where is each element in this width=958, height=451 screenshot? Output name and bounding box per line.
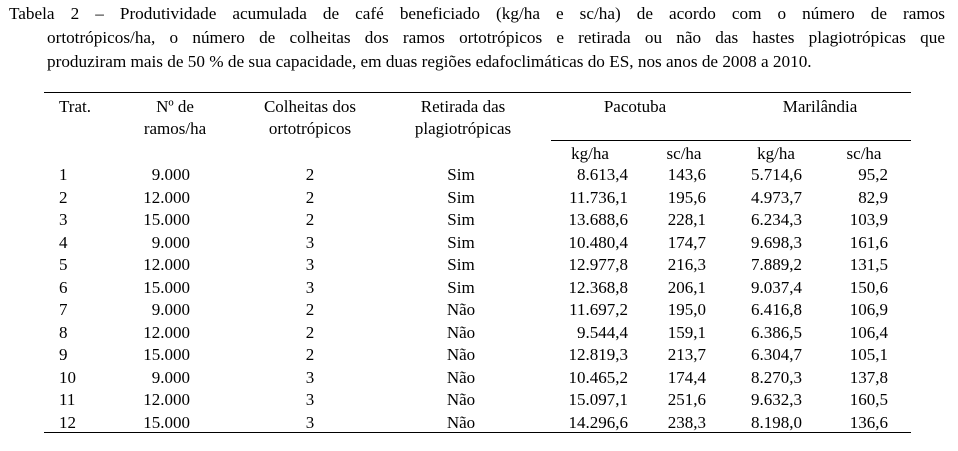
cell-ramos: 12.000 — [143, 322, 190, 342]
cell-pacotuba-sc: 238,3 — [667, 412, 706, 432]
cell-marilandia-kg: 9.698,3 — [751, 232, 802, 252]
cell-trat: 9 — [59, 345, 68, 364]
cell-colheitas: 2 — [305, 165, 315, 184]
cell-pacotuba-sc: 143,6 — [667, 165, 706, 184]
cell-trat: 3 — [59, 210, 68, 229]
header-unit-sc-marilandia: sc/ha — [846, 144, 882, 163]
header-region-marilandia: Marilândia — [782, 97, 858, 116]
cell-marilandia-kg: 8.198,0 — [751, 412, 802, 432]
cell-ramos: 9.000 — [151, 367, 190, 387]
header-colheitas-line1: Colheitas dos — [263, 97, 357, 116]
cell-ramos: 9.000 — [151, 165, 190, 184]
cell-marilandia-sc: 136,6 — [849, 412, 888, 432]
cell-colheitas: 2 — [305, 300, 315, 319]
cell-retirada: Não — [446, 412, 476, 432]
cell-pacotuba-sc: 251,6 — [667, 390, 706, 409]
cell-marilandia-sc: 160,5 — [849, 390, 888, 409]
cell-pacotuba-kg: 10.480,4 — [568, 232, 628, 252]
cell-retirada: Não — [446, 322, 476, 342]
cell-marilandia-kg: 6.386,5 — [751, 322, 802, 342]
cell-retirada: Sim — [447, 187, 475, 207]
cell-marilandia-kg: 9.037,4 — [751, 277, 802, 297]
cell-trat: 2 — [59, 187, 68, 207]
cell-pacotuba-kg: 14.296,6 — [568, 412, 628, 432]
cell-pacotuba-sc: 213,7 — [667, 345, 706, 364]
cell-marilandia-sc: 103,9 — [849, 210, 888, 229]
cell-ramos: 9.000 — [151, 300, 190, 319]
header-ramos-line2: ramos/ha — [143, 119, 207, 138]
header-region-pacotuba: Pacotuba — [603, 97, 667, 116]
cell-marilandia-sc: 137,8 — [849, 367, 888, 387]
cell-pacotuba-kg: 9.544,4 — [577, 322, 628, 342]
header-unit-kg-marilandia: kg/ha — [757, 144, 795, 163]
cell-trat: 12 — [59, 412, 76, 432]
cell-marilandia-kg: 6.416,8 — [751, 300, 802, 319]
table-caption — [9, 2, 945, 74]
cell-pacotuba-sc: 174,7 — [667, 232, 706, 252]
cell-ramos: 12.000 — [143, 390, 190, 409]
cell-retirada: Sim — [447, 165, 475, 184]
cell-marilandia-kg: 4.973,7 — [751, 187, 802, 207]
cell-retirada: Sim — [447, 277, 475, 297]
cell-marilandia-kg: 6.234,3 — [751, 210, 802, 229]
header-unit-kg-pacotuba: kg/ha — [571, 144, 609, 163]
cell-marilandia-sc: 131,5 — [849, 255, 888, 274]
cell-pacotuba-kg: 12.977,8 — [568, 255, 628, 274]
cell-colheitas: 2 — [305, 210, 315, 229]
cell-marilandia-sc: 150,6 — [849, 277, 888, 297]
cell-pacotuba-sc: 195,6 — [667, 187, 706, 207]
cell-ramos: 15.000 — [143, 345, 190, 364]
caption-line-1: Tabela 2 – Produtividade acumulada de café beneficiado (kg/ha e sc/ha) de acordo com o número de ramos — [9, 4, 945, 23]
cell-colheitas: 2 — [305, 345, 315, 364]
cell-pacotuba-kg: 8.613,4 — [577, 165, 628, 184]
cell-pacotuba-sc: 174,4 — [667, 367, 706, 387]
cell-trat: 8 — [59, 322, 68, 342]
header-ramos-line1: Nº de — [156, 97, 194, 116]
cell-pacotuba-kg: 13.688,6 — [568, 210, 628, 229]
header-colheitas-line2: ortotrópicos — [268, 119, 352, 138]
cell-pacotuba-kg: 10.465,2 — [568, 367, 628, 387]
cell-retirada: Não — [446, 300, 476, 319]
cell-colheitas: 3 — [305, 277, 315, 297]
header-retirada-line1: Retirada das — [420, 97, 506, 116]
header-unit-sc-pacotuba: sc/ha — [666, 144, 702, 163]
cell-retirada: Sim — [447, 255, 475, 274]
cell-retirada: Sim — [447, 232, 475, 252]
cell-ramos: 12.000 — [143, 187, 190, 207]
cell-marilandia-sc: 105,1 — [849, 345, 888, 364]
cell-colheitas: 3 — [305, 232, 315, 252]
cell-trat: 11 — [59, 390, 76, 409]
caption-line-2: ortotrópicos/ha, o número de colheitas dos ramos ortotrópicos e retirada ou não das hastes plagiotrópicas que — [47, 28, 945, 47]
cell-ramos: 9.000 — [151, 232, 190, 252]
cell-marilandia-kg: 7.889,2 — [751, 255, 802, 274]
cell-colheitas: 2 — [305, 187, 315, 207]
cell-retirada: Não — [446, 390, 476, 409]
cell-marilandia-sc: 95,2 — [858, 165, 888, 184]
cell-trat: 7 — [59, 300, 68, 319]
cell-pacotuba-sc: 228,1 — [667, 210, 706, 229]
cell-pacotuba-sc: 195,0 — [667, 300, 706, 319]
cell-trat: 6 — [59, 277, 68, 297]
cell-pacotuba-kg: 11.736,1 — [569, 187, 628, 207]
cell-pacotuba-sc: 216,3 — [667, 255, 706, 274]
cell-colheitas: 3 — [305, 412, 315, 432]
cell-colheitas: 2 — [305, 322, 315, 342]
cell-marilandia-kg: 9.632,3 — [751, 390, 802, 409]
cell-marilandia-kg: 6.304,7 — [751, 345, 802, 364]
cell-trat: 5 — [59, 255, 68, 274]
cell-ramos: 15.000 — [143, 412, 190, 432]
cell-marilandia-sc: 161,6 — [849, 232, 888, 252]
table-top-rule — [44, 92, 911, 93]
cell-pacotuba-kg: 12.819,3 — [568, 345, 628, 364]
cell-marilandia-sc: 106,9 — [849, 300, 888, 319]
cell-ramos: 15.000 — [143, 210, 190, 229]
cell-marilandia-sc: 82,9 — [858, 187, 888, 207]
cell-trat: 10 — [59, 367, 76, 387]
cell-trat: 1 — [59, 165, 68, 184]
caption-line-3: produziram mais de 50 % de sua capacidade, em duas regiões edafoclimáticas do ES, nos anos de 2008 a 2010. — [47, 52, 812, 71]
cell-marilandia-kg: 8.270,3 — [751, 367, 802, 387]
cell-pacotuba-kg: 11.697,2 — [569, 300, 628, 319]
cell-trat: 4 — [59, 232, 68, 252]
cell-retirada: Sim — [447, 210, 475, 229]
cell-pacotuba-kg: 12.368,8 — [568, 277, 628, 297]
region-subheader-rule — [551, 140, 911, 141]
cell-pacotuba-sc: 206,1 — [667, 277, 706, 297]
table-bottom-rule — [44, 432, 911, 433]
header-trat: Trat. — [59, 97, 91, 116]
cell-marilandia-kg: 5.714,6 — [751, 165, 802, 184]
header-retirada-line2: plagiotrópicas — [414, 119, 512, 138]
cell-marilandia-sc: 106,4 — [849, 322, 888, 342]
cell-colheitas: 3 — [305, 255, 315, 274]
cell-ramos: 12.000 — [143, 255, 190, 274]
cell-retirada: Não — [446, 367, 476, 387]
cell-pacotuba-kg: 15.097,1 — [568, 390, 628, 409]
cell-ramos: 15.000 — [143, 277, 190, 297]
cell-retirada: Não — [446, 345, 476, 364]
cell-pacotuba-sc: 159,1 — [667, 322, 706, 342]
cell-colheitas: 3 — [305, 367, 315, 387]
cell-colheitas: 3 — [305, 390, 315, 409]
